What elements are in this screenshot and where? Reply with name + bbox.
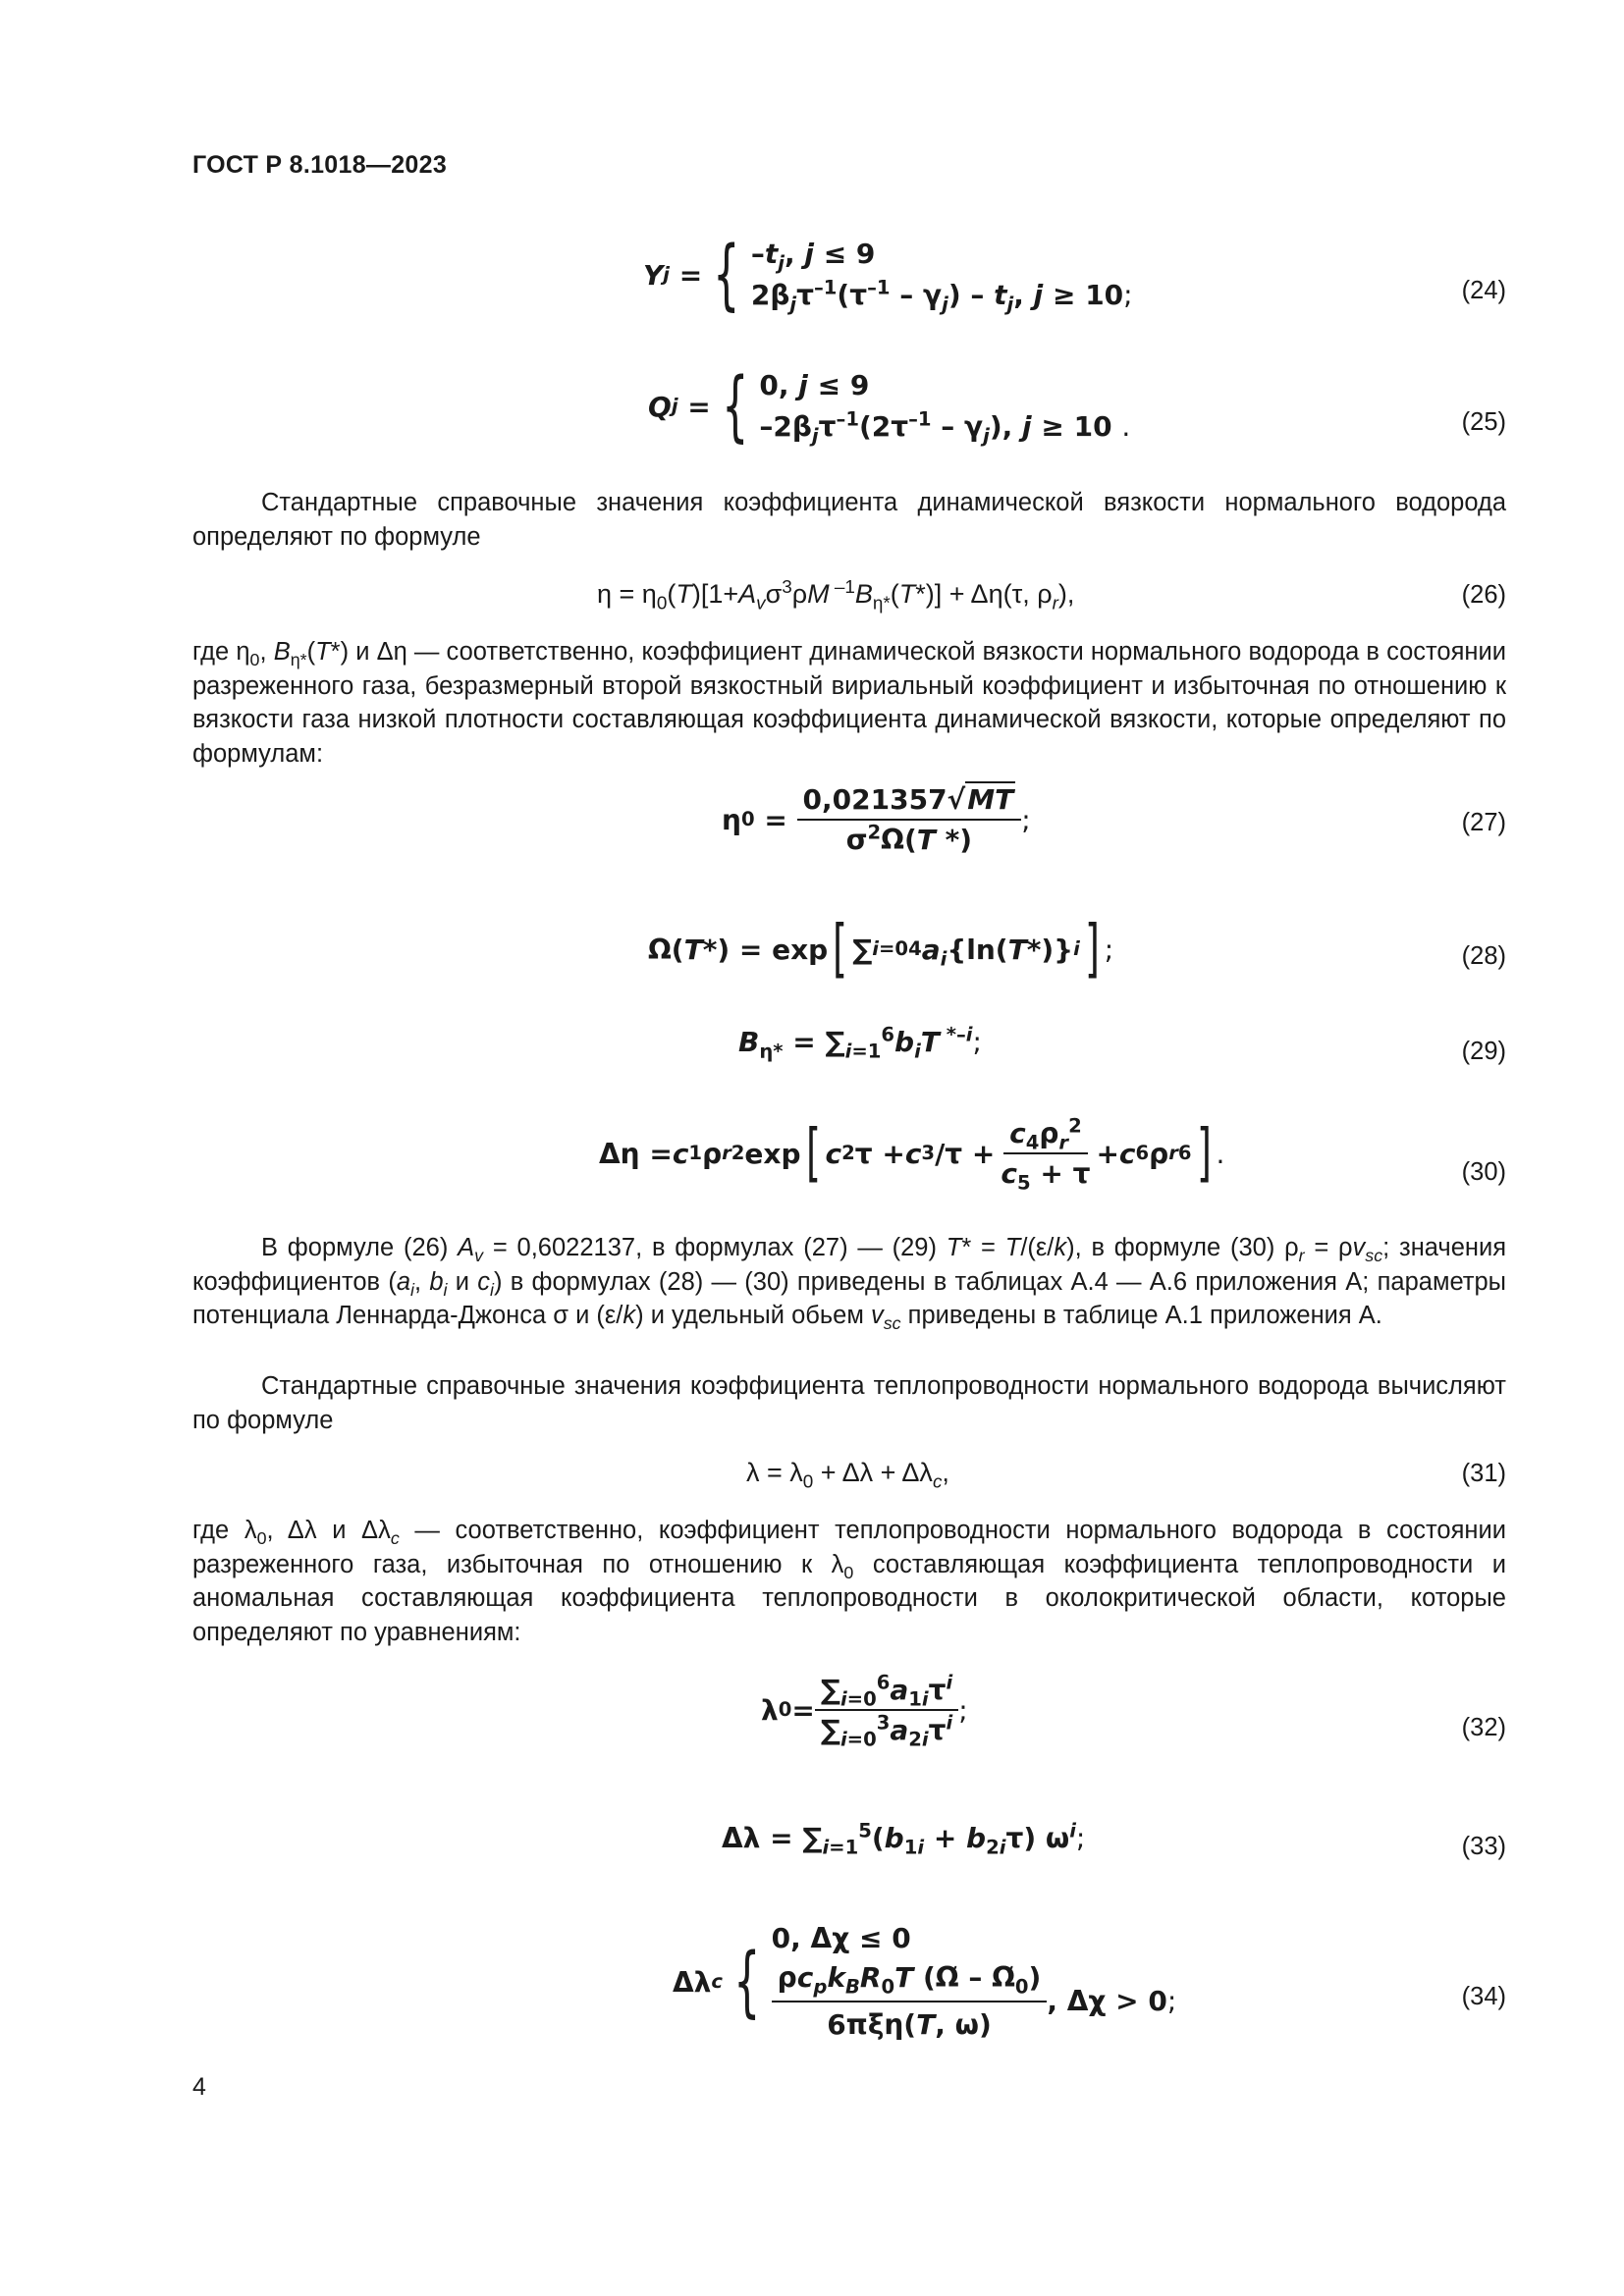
equation-32: λ 0 = $\frac{\sum_{i=0}^6a_{1i}\tau^i}{\sum_{i=0}^3a_{2i}\tau^i}$ ; [761,1671,968,1751]
paragraph: В формуле (26) $A_v = 0,6022137$, в формулах (27) — (29) T* = T/(ε/k), в формуле (30) $\rho_r = \rho v_{sc}$; значения коэффициентов ($a_i$, $b_i$ и $c_i$) в формулах (28) — (30) приведены в таблицах А.4 — А.6 приложения А; параметры потенциала Леннарда-Джонса σ и (ε/k) и удельный обьем $v_{sc}$ приведены в таблице А.1 приложения А. [192,1234,1507,1334]
equation-26: $\eta = \eta_0(T)[1+A_v\sigma^3\rho M$ $^{-1}B_{\eta*}(T*)] + \Delta\eta(\tau$, $\rho_r$), [597,577,1075,614]
equation-number: (32) [1461,1714,1506,1741]
equation-number: (24) [1461,277,1506,304]
paragraph: Стандартные справочные значения коэффициента динамической вязкости нормального водорода определяют по формуле [192,489,1506,551]
paragraph: Стандартные справочные значения коэффициента теплопроводности нормального водорода вычисляют по формуле [192,1372,1506,1434]
equation-33: $\Delta\lambda = \sum_{i=1}^5(b_{1i} + b_{2i}\tau)$ $\omega^i$; [722,1819,1086,1859]
equation-number: (30) [1461,1158,1506,1186]
equation-34: Δλ c { 0, Δχ ≤ 0 $\frac{\rho c_pk_BR_0T (\Omegã - \Omegã_0)}{\text{6πξη(T, ω)}}$ , Δχ > 0 ; [673,1922,1177,2041]
av-value: 0,6022137 [516,1234,636,1261]
equation-25: Q j = { 0, j ≤ 9 $-2\beta_j\tau^{-1}(2\tau^{-1} - \gamma_j)$, j ≥ 10 . [648,361,1131,451]
equation-number: (33) [1461,1833,1506,1860]
equation-31: $\lambda = \lambda_0 + \Delta\lambda + \Delta\lambda_c$, [746,1458,949,1493]
equation-number: (34) [1461,1983,1506,2010]
equation-27: η 0 = $\frac{0,021357√MT}{\sigma^2\Omega(T *)}$ ; [722,783,1031,856]
equation-number: (26) [1461,581,1506,609]
page-number: 4 [192,2073,206,2101]
paragraph-text: составляющая коэффициента теплопроводности и аномальная составляющая коэффициента теплопроводности в околокритической области, которые определяют по уравнениям: [192,1550,1506,1646]
equation-28: Ω( T *) = exp [ ∑ i=0 4 $a_i$ {ln( T *)} i ] ; [648,913,1114,986]
equation-30: Δη = c 1 ρ r 2 exp [ c 2 τ + c 3 /τ + $\frac{c_4\rho_r^2}{c_5 + \tau}$ + c 6 ρ r 6 ] . [599,1114,1225,1195]
paragraph: где $\eta_0$, $B_{\eta*}(T*)$ и Δη — соответственно, коэффициент динамической вязкости нормального водорода в состоянии разреженного газа, безразмерный второй вязкостный вириальный коэффициент и избыточная по отношению к вязкости газа низкой плотности составляющая коэффициента динамической вязкости, которые определяют по формулам: [192,638,1506,768]
equation-number: (25) [1461,408,1506,436]
equation-number: (27) [1461,809,1506,836]
equation-number: (28) [1461,942,1506,970]
equation-number: (29) [1461,1038,1506,1065]
paragraph-text: — соответственно, коэффициент динамической вязкости нормального водорода в состоянии разреженного газа, безразмерный второй вязкостный вириальный коэффициент и избыточная по отношению к вязкости газа низкой плотности составляющая коэффициента динамической вязкости, которые определяют по формулам: [192,638,1506,768]
equation-29: $B_{\eta*} = \sum_{i=1}^6b_iT$ $^{*-i}$; [738,1023,982,1063]
equation-24: Y j = { $-t_j$, j ≤ 9 $2\beta_j\tau^{-1}(\tau^{-1} - \gamma_j) - t_j$, j ≥ 10; [643,230,1133,319]
equation-number: (31) [1461,1460,1506,1487]
document-header: ГОСТ Р 8.1018—2023 [192,151,448,179]
paragraph-text: — соответственно, коэффициент теплопроводности нормального водорода в состоянии разреженного газа, избыточная по отношению к λ [192,1517,1506,1578]
paragraph: где $\lambda_0$, Δλ и $\Delta\lambda_c$ — соответственно, коэффициент теплопроводности нормального водорода в состоянии разреженного газа, избыточная по отношению к $\lambda_0$ составляющая коэффициента теплопроводности и аномальная составляющая коэффициента теплопроводности в околокритической области, которые определяют по уравнениям: [192,1517,1506,1646]
